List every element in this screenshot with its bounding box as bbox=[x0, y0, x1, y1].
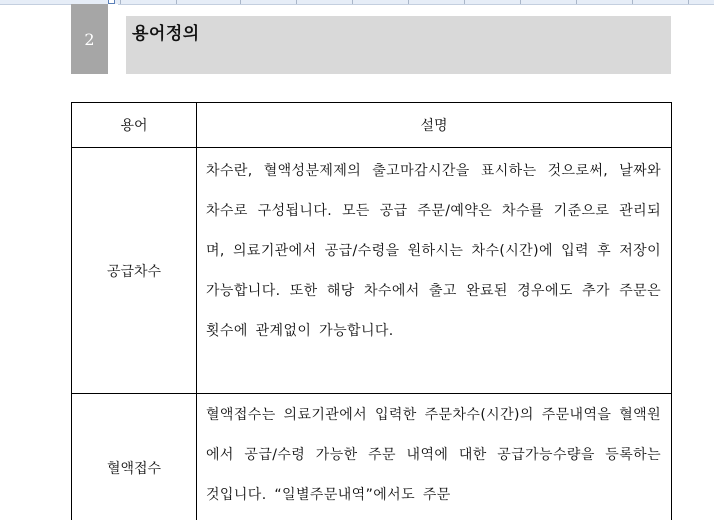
description-text: 혈액접수는 의료기관에서 입력한 주문차수(시간)의 주문내역을 혈액원에서 공급/수령 가능한 주문 내역에 대한 공급가능수량을 등록하는 것입니다. “일별주문내역”에서도 주문 bbox=[206, 407, 661, 503]
description-text: 차수란, 혈액성분제제의 출고마감시간을 표시하는 것으로써, 날짜와 차수로 구성됩니다. 모든 공급 주문/예약은 차수를 기준으로 관리되며, 의료기관에서 공급/수령을 원하시는 차수(시간)에 입력 후 저장이 가능합니다. 또한 해당 차수에서 출고 완료된 경우에도 추가 주문은 횟수에 관계없이 가능합니다. bbox=[206, 163, 661, 339]
description-cell bbox=[197, 394, 672, 520]
header-term: 용어 bbox=[72, 103, 197, 148]
section-number: 2 bbox=[71, 4, 108, 74]
ruler-tick bbox=[688, 0, 689, 4]
ruler-tick bbox=[176, 0, 177, 4]
description-cell bbox=[197, 148, 672, 394]
table-row bbox=[72, 394, 672, 520]
ruler-tick bbox=[464, 0, 465, 4]
table-header-row bbox=[72, 103, 672, 148]
ruler-tick bbox=[120, 0, 121, 4]
ruler-tick bbox=[520, 0, 521, 4]
table-row bbox=[72, 148, 672, 394]
terms-table bbox=[71, 102, 672, 520]
ruler-tick bbox=[352, 0, 353, 4]
header-description: 설명 bbox=[197, 103, 672, 148]
section-title: 용어정의 bbox=[132, 24, 200, 44]
ruler-tick bbox=[240, 0, 241, 4]
ruler-tick bbox=[576, 0, 577, 4]
section-divider bbox=[108, 4, 118, 74]
ruler-tick bbox=[296, 0, 297, 4]
term-cell: 공급차수 bbox=[72, 148, 197, 394]
term-cell: 혈액접수 bbox=[72, 394, 197, 520]
section-title-band bbox=[126, 16, 671, 74]
ruler-tick bbox=[408, 0, 409, 4]
ruler-tick bbox=[632, 0, 633, 4]
